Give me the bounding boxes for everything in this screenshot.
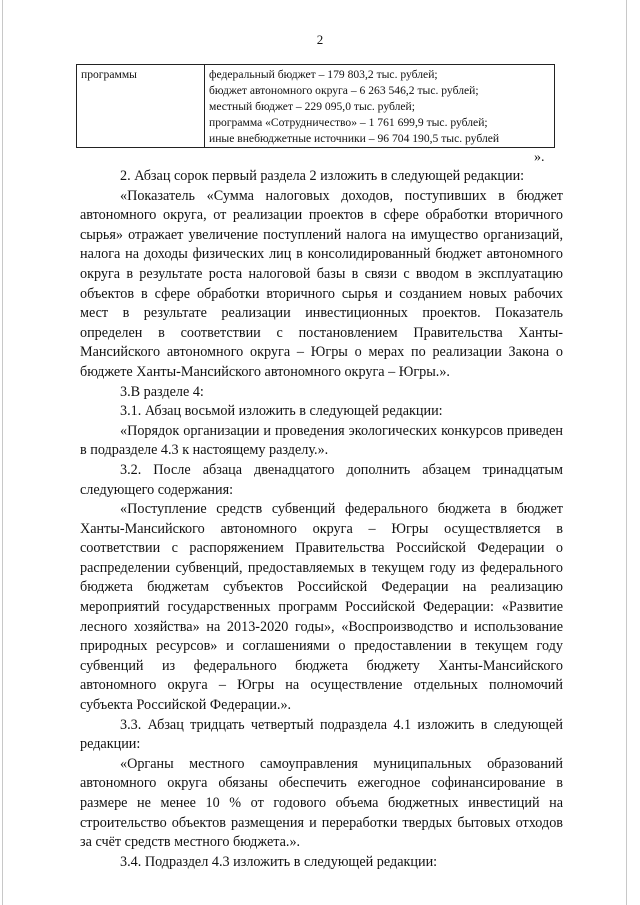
funding-line: местный бюджет – 229 095,0 тыс. рублей;: [209, 100, 415, 113]
scan-edge-right: [626, 0, 627, 905]
paragraph: 2. Абзац сорок первый раздела 2 изложить в следующей редакции:: [120, 168, 525, 184]
paragraph: 3.4. Подраздел 4.3 изложить в следующей редакции:: [120, 853, 438, 870]
document-body: [80, 167, 563, 872]
paragraph: 3.1. Абзац восьмой изложить в следующей редакции:: [120, 403, 443, 420]
paragraph: 3.2. После абзаца двенадцатого дополнить абзацем тринадцатым следующего содержания:: [80, 461, 563, 498]
paragraph: «Показатель «Сумма налоговых доходов, поступивших в бюджет автономного округа, от реализации проектов в сфере обработки вторичного сырья» отражает увеличение поступлений налога на имущество организаций, налога на доходы физических лиц в консолидированный бюджет автономного округа в результате роста налоговой базы в связи с вводом в эксплуатацию объектов в сфере обработки вторичного сырья и созданием новых рабочих мест в результате реализации инвестиционных проектов. Показатель определен в соответствии с постановлением Правительства Ханты-Мансийского автономного округа – Югры о мерах по реализации Закона о бюджете Ханты-Мансийского автономного округа – Югры.».: [80, 187, 563, 380]
funding-table-label: программы: [77, 65, 205, 148]
funding-table: [76, 64, 555, 148]
closing-quote: ».: [534, 150, 545, 165]
paragraph: «Порядок организации и проведения экологических конкурсов приведен в подразделе 4.3 к настоящему разделу.».: [80, 422, 563, 459]
paragraph: 3.3. Абзац тридцать четвертый подраздела 4.1 изложить в следующей редакции:: [80, 716, 563, 753]
funding-table-values: [205, 65, 555, 148]
page-number: 2: [316, 32, 324, 47]
paragraph: «Органы местного самоуправления муниципальных образований автономного округа обязаны обеспечить ежегодное софинансирование в размере не менее 10 % от годового объема бюджетных инвестиций на строительство объектов размещения и переработки твердых бытовых отходов за счёт средств местного бюджета.».: [80, 755, 563, 851]
funding-line: федеральный бюджет – 179 803,2 тыс. рублей;: [209, 68, 438, 81]
paragraph: «Поступление средств субвенций федерального бюджета в бюджет Ханты-Мансийского автономного округа – Югры осуществляется в соответствии с распоряжением Правительства Российской Федерации о распределении субвенций, предоставляемых в текущем году из федерального бюджета бюджетам субъектов Российской Федерации на реализацию мероприятий государственных программ Российской Федерации: «Развитие лесного хозяйства» на 2013-2020 годы», «Воспроизводство и использование природных ресурсов» и соглашениями о предоставлении в текущем году субвенций из федерального бюджета бюджету Ханты-Мансийского автономного округа – Югры на осуществление отдельных полномочий субъекта Российской Федерации.».: [80, 501, 563, 714]
funding-line: иные внебюджетные источники – 96 704 190,5 тыс. рублей: [209, 132, 500, 145]
funding-line: программа «Сотрудничество» – 1 761 699,9 тыс. рублей;: [209, 116, 488, 129]
scan-edge-left: [2, 0, 3, 905]
paragraph: 3.В разделе 4:: [120, 383, 204, 400]
funding-line: бюджет автономного округа – 6 263 546,2 тыс. рублей;: [209, 84, 479, 97]
